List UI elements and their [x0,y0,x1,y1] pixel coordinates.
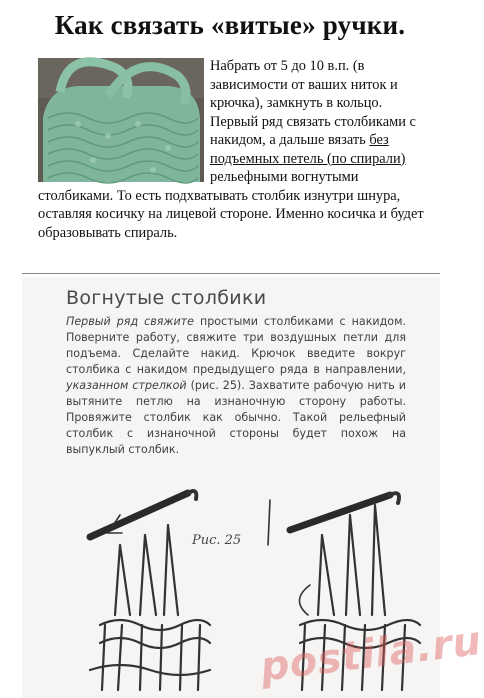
scan-italic-2: указанном стрелкой [66,379,187,392]
scan-italic-1: Первый ряд свяжите [66,315,194,328]
scan-heading: Вогнутые столбики [66,287,267,309]
figure-label: Рис. 25 [192,533,242,548]
scan-paragraph [66,314,406,458]
section-divider [22,273,440,274]
scan-text-2: (рис. 25). Захватите рабочую нить и вытяните петлю на изнаночную сторону работы. Провяжите столбик как обычно. Такой рельефный столбик с изнаночной стороны будет похож на выпуклый столбик. [66,379,406,456]
scan-text-1: простыми столбиками с накидом. Поверните работу, свяжите три воздушных петли для подъема. Сделайте накид. Крючок введите вокруг столбика с накидом предыдущего ряда в направлении, [66,315,406,376]
intro-underlined-text: без подъемных петель (по спирали) [210,132,406,167]
intro-text-start: Набрать от 5 до 10 в.п. (в зависимости от ваших ниток и крючка), замкнуть в кольцо. Первый ряд связать столбиками с накидом, а дальше вязать [210,58,416,148]
intro-paragraph [38,57,428,242]
watermark: postila.ru [258,617,484,691]
page-title: Как связать «витые» ручки. [54,10,406,40]
hook-left-icon [90,493,188,537]
intro-text-end: рельефными вогнутыми столбиками. То есть подхватывать столбик изнутри шнура, оставляя косичку на лицевой стороне. Именно косичка и будет образовывать спираль. [38,169,424,241]
